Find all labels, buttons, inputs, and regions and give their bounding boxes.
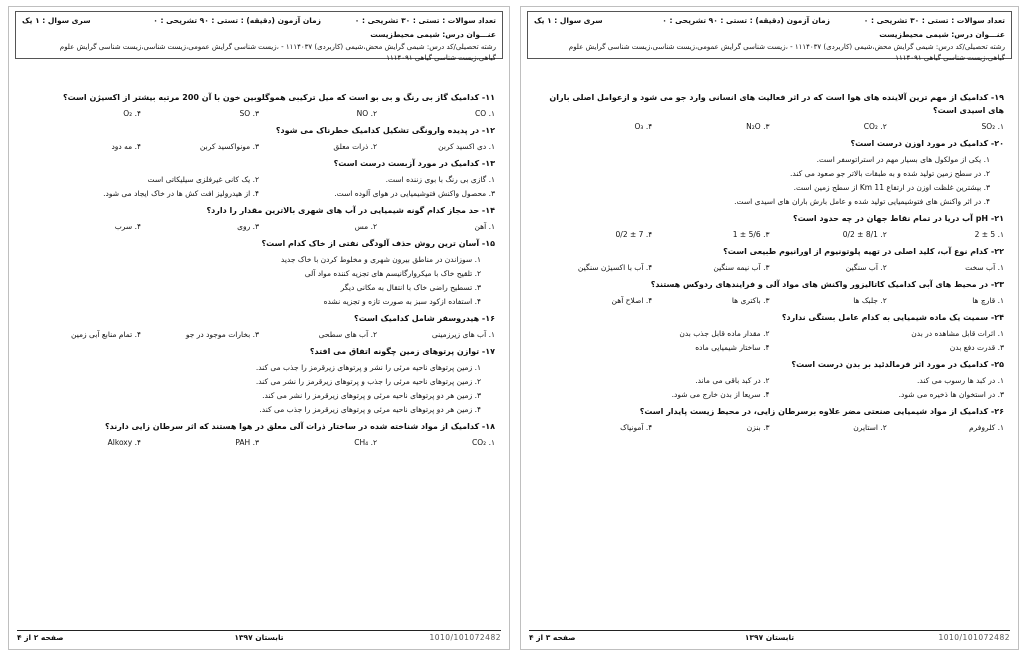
answer-option: ۳. در استخوان ها ذخیره می شود. (898, 390, 1004, 399)
answer-option: ۱. کلروفرم (969, 423, 1004, 432)
options-row (535, 230, 1004, 239)
answer-option: ۳. زمین هر دو پرتوهای ناحیه مرئی و پرتوهای زیرقرمز را نشر می کند. (262, 391, 481, 400)
question-text: ۱۵- آسان ترین روش حذف آلودگی نفتی از خاک کدام است؟ (261, 239, 495, 248)
answer-option: ۲. CO₂ (863, 122, 887, 131)
question-text: ۲۶- کدامیک از مواد شیمیایی صنعتی مضر علاوه برسرطان زایی، در محیط زیست پایدار است؟ (639, 407, 1004, 416)
answer-option: ۴. سریعا از بدن خارج می شود. (671, 390, 770, 399)
exam-code: 1010/101072482 (938, 633, 1010, 642)
options-grid (23, 175, 495, 198)
exam-time: زمان آزمون (دقیقه) : تستی : ۹۰ تشریحی : ۰ (153, 16, 321, 25)
answer-option: ۳. مونواکسید کربن (199, 142, 259, 151)
question (23, 312, 495, 339)
question (535, 137, 1004, 206)
options-grid (535, 376, 1004, 399)
answer-option: ۴. تمام منابع آبی زمین (71, 330, 141, 339)
answer-option: ۴. Alkoxy (107, 438, 141, 447)
exam-page-right (520, 6, 1019, 650)
question-text: ۲۰- کدامیک در مورد اوزن درست است؟ (850, 139, 1004, 148)
question-text: ۱۲- در پدیده وارونگی تشکیل کدامیک خطرناک می شود؟ (275, 126, 495, 135)
options-row (23, 438, 495, 447)
questions-list (535, 91, 1004, 438)
question-text: ۲۵- کدامیک در مورد اثر فرمالدئید بر بدن درست است؟ (791, 360, 1004, 369)
answer-option: ۱. اثرات قابل مشاهده در بدن (911, 329, 1004, 338)
question (23, 420, 495, 447)
answer-option: ۱. CO₂ (472, 438, 495, 447)
answer-option: ۲. تلقیح خاک با میکروارگانیسم های تجزیه کننده مواد آلی (304, 269, 481, 278)
answer-option: ۲. آب های سطحی (318, 330, 377, 339)
question-text: ۲۳- در محیط های آبی کدامیک کاتالیزور واکنش های مواد آلی و فرایندهای ردوکس هستند؟ (650, 280, 1004, 289)
exam-footer (17, 630, 501, 645)
page-number: صفحه ۲ از ۴ (17, 633, 64, 642)
answer-option: ۳. روی (237, 222, 259, 231)
question-text: ۲۴- سمیت یک ماده شیمیایی به کدام عامل بستگی ندارد؟ (781, 313, 1004, 322)
question (23, 345, 495, 414)
question-text: ۱۴- حد مجاز کدام گونه شیمیایی در آب های شهری بالاترین مقدار را دارد؟ (206, 206, 495, 215)
question-text: ۱۷- توازن پرتوهای زمین چگونه اتفاق می افتد؟ (309, 347, 495, 356)
question (23, 91, 495, 118)
question (23, 157, 495, 198)
answer-option: ۳. بنزن (746, 423, 770, 432)
answer-option: ۳. باکتری ها (731, 296, 770, 305)
answer-option: ۱. در کبد ها رسوب می کند. (917, 376, 1004, 385)
options-row (23, 222, 495, 231)
question-text: ۲۲- کدام نوع آب، کلید اصلی در تهیه پلوتونیوم از اورانیوم طبیعی است؟ (723, 247, 1004, 256)
question (23, 124, 495, 151)
answer-option: ۴. از هیدرولیز افت کش ها در خاک ایجاد می شود. (103, 189, 259, 198)
answer-option: ۳. بیشترین غلظت اوزن در ارتفاع Km 11 از سطح زمین است. (793, 183, 990, 192)
options-row (535, 423, 1004, 432)
options-row (23, 142, 495, 151)
question (535, 405, 1004, 432)
answer-option: ۲. زمین پرتوهای ناحیه مرئی را جذب و پرتوهای زیرقرمز را نشر می کند. (255, 377, 481, 386)
question (535, 245, 1004, 272)
answer-option: ۴. آب با اکسیژن سنگین (577, 263, 653, 272)
question (535, 311, 1004, 352)
options-row (535, 263, 1004, 272)
exam-page-left (8, 6, 510, 650)
answer-option: ۲. در کبد باقی می ماند. (695, 376, 770, 385)
course-title: عنـــوان درس: شیمی محیط‌زیست (370, 30, 496, 39)
question-series: سری سوال : ۱ یک (22, 16, 91, 25)
answer-option: ۲. CH₄ (354, 438, 377, 447)
answer-option: ۲. در سطح زمین تولید شده و به طبقات بالاتر جو صعود می کند. (790, 169, 990, 178)
question-text: ۲۱- pH آب دریا در تمام نقاط جهان در چه حدود است؟ (792, 214, 1004, 223)
answer-option: ۱. سوزاندن در مناطق بیرون شهری و مخلوط کردن با خاک جدید (280, 255, 481, 264)
question (535, 278, 1004, 305)
exam-code: 1010/101072482 (429, 633, 501, 642)
answer-option: ۴. سرب (114, 222, 141, 231)
answer-option: ۴. 7 ± 0/2 (615, 230, 653, 239)
answer-option: ۲. مس (354, 222, 377, 231)
question-text: ۱۸- کدامیک از مواد شناخته شده در ساختار ذرات آلی معلق در هوا هستند که اثر سرطان زایی دارند؟ (105, 422, 495, 431)
question-text: ۱۳- کدامیک در مورد آزبست درست است؟ (333, 159, 495, 168)
answer-option: ۲. NO (356, 109, 377, 118)
answer-option: ۱. قارچ ها (972, 296, 1004, 305)
answer-option: ۲. جلبک ها (853, 296, 887, 305)
options-list (23, 255, 495, 306)
answer-option: ۳. آب نیمه سنگین (713, 263, 770, 272)
course-field: رشته تحصیلی/کد درس: شیمی گرایش محض،شیمی (کاربردی) ۱۱۱۴۰۳۷ - ،زیست شناسی گرایش عمومی،زیست شناسی،زیست شناسی گرایش علوم گیاهی،زیست شناسی گیاهی ۱۱۱۴۰۹۱ (568, 43, 1005, 62)
answer-option: ۳. محصول واکنش فتوشیمیایی در هوای آلوده است. (334, 189, 495, 198)
page-number: صفحه ۳ از ۴ (529, 633, 576, 642)
question (535, 91, 1004, 131)
question-count: تعداد سوالات : تستی : ۳۰ تشریحی : ۰ (354, 16, 496, 25)
answer-option: ۲. استایرن (853, 423, 887, 432)
answer-option: ۱. SO₂ (981, 122, 1004, 131)
answer-option: ۱. CO (475, 109, 495, 118)
question (23, 237, 495, 306)
exam-header (527, 11, 1012, 62)
answer-option: ۲. 8/1 ± 0/2 (842, 230, 887, 239)
questions-list (23, 91, 495, 453)
answer-option: ۴. اصلاح آهن (611, 296, 653, 305)
question-text: ۱۶- هیدروسفر شامل کدامیک است؟ (354, 314, 495, 323)
question-count: تعداد سوالات : تستی : ۳۰ تشریحی : ۰ (863, 16, 1005, 25)
exam-header (15, 11, 503, 62)
answer-option: ۲. آب سنگین (845, 263, 887, 272)
answer-option: ۳. N₂O (746, 122, 770, 131)
exam-footer (529, 630, 1010, 645)
options-row (535, 122, 1004, 131)
answer-option: ۳. قدرت دفع بدن (949, 343, 1004, 352)
course-title: عنـــوان درس: شیمی محیط‌زیست (879, 30, 1005, 39)
answer-option: ۱. دی اکسید کربن (438, 142, 495, 151)
options-row (535, 296, 1004, 305)
answer-option: ۴. O₃ (634, 122, 653, 131)
exam-time: زمان آزمون (دقیقه) : تستی : ۹۰ تشریحی : ۰ (662, 16, 830, 25)
answer-option: ۴. آمونیاک (620, 423, 653, 432)
answer-option: ۲. یک کانی غیرفلزی سیلیکاتی است (147, 175, 259, 184)
answer-option: ۳. PAH (235, 438, 259, 447)
answer-option: ۴. مه دود (111, 142, 141, 151)
exam-date: تابستان ۱۳۹۷ (744, 633, 795, 642)
options-row (23, 109, 495, 118)
answer-option: ۲. مقدار ماده قابل جذب بدن (679, 329, 770, 338)
answer-option: ۴. ساختار شیمیایی ماده (695, 343, 770, 352)
question-text: ۱۱- کدامیک گاز بی رنگ و بی بو است که میل ترکیبی هموگلوبین خون با آن 200 مرتبه بیشتر از اکسیژن است؟ (62, 93, 495, 102)
exam-date: تابستان ۱۳۹۷ (234, 633, 284, 642)
answer-option: ۱. آب سخت (965, 263, 1004, 272)
answer-option: ۱. زمین پرتوهای ناحیه مرئی را نشر و پرتوهای زیرقرمز را جذب می کند. (255, 363, 481, 372)
options-grid (535, 329, 1004, 352)
question-series: سری سوال : ۱ یک (534, 16, 603, 25)
answer-option: ۱. آهن (474, 222, 495, 231)
answer-option: ۱. 5 ± 2 (974, 230, 1004, 239)
answer-option: ۱. یکی از مولکول های بسیار مهم در استراتوسفر است. (816, 155, 990, 164)
answer-option: ۱. گازی بی رنگ با بوی زننده است. (385, 175, 495, 184)
question-text: ۱۹- کدامیک از مهم ترین آلاینده های هوا است که در اثر فعالیت های انسانی وارد جو می شود و ازعوامل اصلی باران های اسیدی است؟ (549, 93, 1004, 115)
answer-option: ۳. بخارات موجود در جو (185, 330, 259, 339)
question (23, 204, 495, 231)
answer-option: ۳. 5/6 ± 1 (732, 230, 770, 239)
options-list (23, 363, 495, 414)
options-row (23, 330, 495, 339)
answer-option: ۱. آب های زیرزمینی (431, 330, 495, 339)
answer-option: ۳. SO (239, 109, 259, 118)
answer-option: ۲. ذرات معلق (333, 142, 377, 151)
answer-option: ۴. زمین هر دو پرتوهای ناحیه مرئی و پرتوهای زیرقرمز را جذب می کند. (259, 405, 481, 414)
question (535, 358, 1004, 399)
options-list (535, 155, 1004, 206)
answer-option: ۳. تسطیح راضی خاک با انتقال به مکانی دیگر (340, 283, 481, 292)
course-field: رشته تحصیلی/کد درس: شیمی گرایش محض،شیمی (کاربردی) ۱۱۱۴۰۳۷ - ،زیست شناسی گرایش عمومی،زیست شناسی،زیست شناسی گرایش علوم گیاهی،زیست شناسی گیاهی ۱۱۱۴۰۹۱ (59, 43, 496, 62)
question (535, 212, 1004, 239)
answer-option: ۴. O₂ (123, 109, 141, 118)
answer-option: ۴. استفاده ازکود سبز به صورت تازه و تجزیه نشده (323, 297, 481, 306)
answer-option: ۴. در اثر واکنش های فتوشیمیایی تولید شده و عامل بارش باران های اسیدی است. (734, 197, 990, 206)
